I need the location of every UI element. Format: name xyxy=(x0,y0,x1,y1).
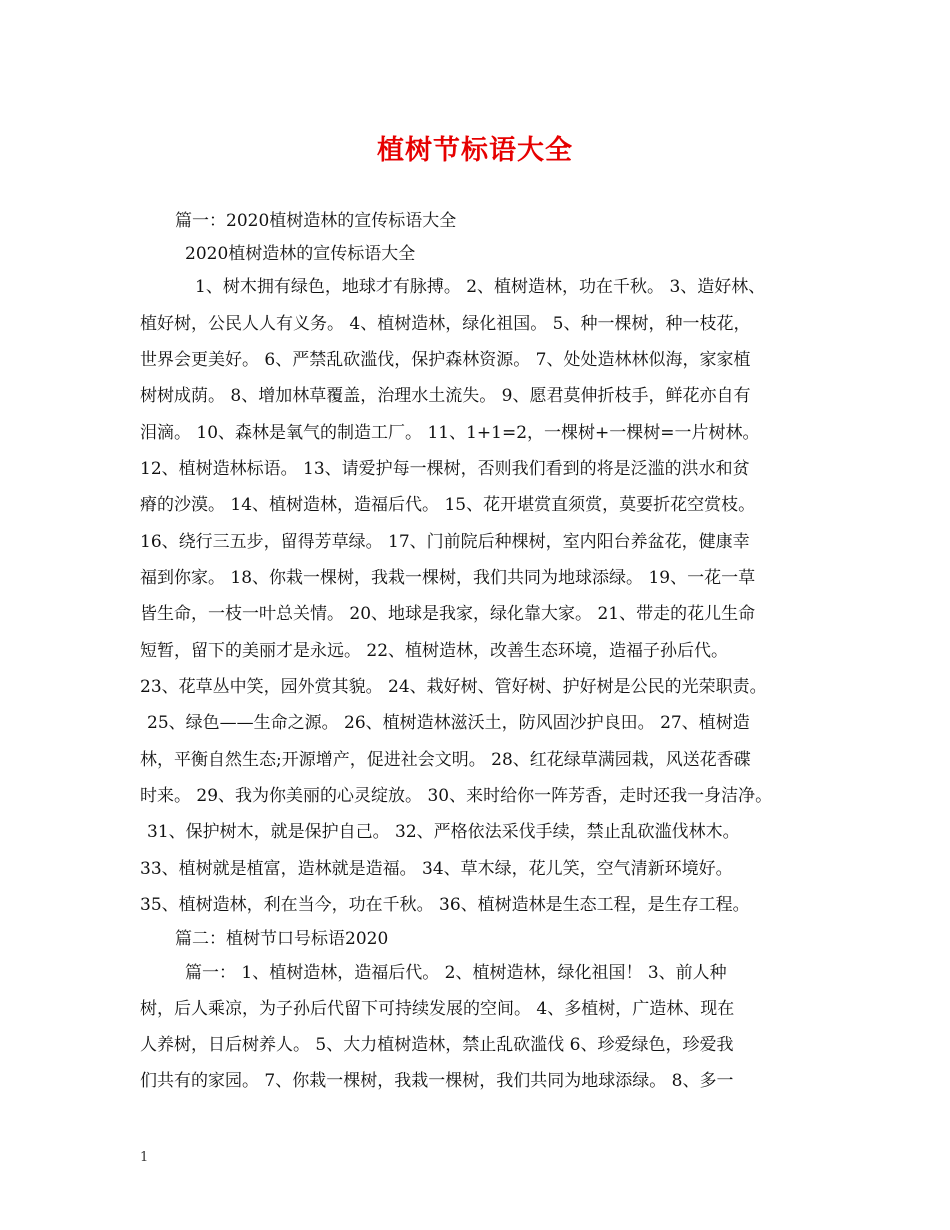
text-line: 35、植树造林，利在当今，功在千秋。 36、植树造林是生态工程，是生存工程。 xyxy=(140,895,750,915)
text-line: 篇二：植树节口号标语2020 xyxy=(175,929,389,949)
text-line: 篇一： 1、植树造林，造福后代。 2、植树造林，绿化祖国！ 3、前人种 xyxy=(185,963,727,983)
text-line: 皆生命，一枝一叶总关情。 20、地球是我家，绿化靠大家。 21、带走的花儿生命 xyxy=(140,604,756,624)
text-line: 植好树，公民人人有义务。 4、植树造林，绿化祖国。 5、种一棵树，种一枝花， xyxy=(140,314,751,334)
text-line: 人养树，日后树养人。 5、大力植树造林，禁止乱砍滥伐 6、珍爱绿色，珍爱我 xyxy=(140,1035,734,1055)
text-line: 短暂，留下的美丽才是永远。 22、植树造林，改善生态环境，造福子孙后代。 xyxy=(140,641,729,661)
text-line: 泪滴。 10、森林是氧气的制造工厂。 11、1+1=2，一棵树+一棵树=一片树林。 xyxy=(140,423,760,443)
text-line: 2020植树造林的宣传标语大全 xyxy=(185,244,416,264)
text-line: 们共有的家园。 7、你栽一棵树，我栽一棵树，我们共同为地球添绿。 8、多一 xyxy=(140,1071,734,1091)
text-line: 时来。 29、我为你美丽的心灵绽放。 30、来时给你一阵芳香，走时还我一身洁净。 xyxy=(140,786,773,806)
text-line: 树树成荫。 8、增加林草覆盖，治理水土流失。 9、愿君莫伸折枝手，鲜花亦自有 xyxy=(140,386,751,406)
text-line: 33、植树就是植富，造林就是造福。 34、草木绿，花儿笑，空气清新环境好。 xyxy=(140,859,733,879)
text-line: 福到你家。 18、你栽一棵树，我栽一棵树，我们共同为地球添绿。 19、一花一草 xyxy=(140,568,756,588)
text-line: 12、植树造林标语。 13、请爱护每一棵树，否则我们看到的将是泛滥的洪水和贫 xyxy=(140,459,750,479)
text-line: 瘠的沙漠。 14、植树造林，造福后代。 15、花开堪赏直须赏，莫要折花空赏枝。 xyxy=(140,495,756,515)
page-number: 1 xyxy=(140,1150,149,1165)
text-line: 世界会更美好。 6、严禁乱砍滥伐，保护森林资源。 7、处处造林林似海，家家植 xyxy=(140,350,751,370)
text-line: 1、树木拥有绿色，地球才有脉搏。 2、植树造林，功在千秋。 3、造好林、 xyxy=(195,277,766,297)
text-line: 篇一：2020植树造林的宣传标语大全 xyxy=(175,211,457,231)
text-line: 25、绿色——生命之源。 26、植树造林滋沃土，防风固沙护良田。 27、植树造 xyxy=(147,713,750,733)
text-line: 31、保护树木，就是保护自己。 32、严格依法采伐手续，禁止乱砍滥伐林木。 xyxy=(147,822,740,842)
text-line: 23、花草丛中笑，园外赏其貌。 24、栽好树、管好树、护好树是公民的光荣职责。 xyxy=(140,677,767,697)
page-title: 植树节标语大全 xyxy=(377,135,573,166)
text-line: 树，后人乘凉，为子孙后代留下可持续发展的空间。 4、多植树，广造林、现在 xyxy=(140,999,735,1019)
text-line: 16、绕行三五步，留得芳草绿。 17、门前院后种棵树，室内阳台养盆花，健康幸 xyxy=(140,532,750,552)
text-line: 林，平衡自然生态;开源增产，促进社会文明。 28、红花绿草满园栽，风送花香碟 xyxy=(140,750,751,770)
